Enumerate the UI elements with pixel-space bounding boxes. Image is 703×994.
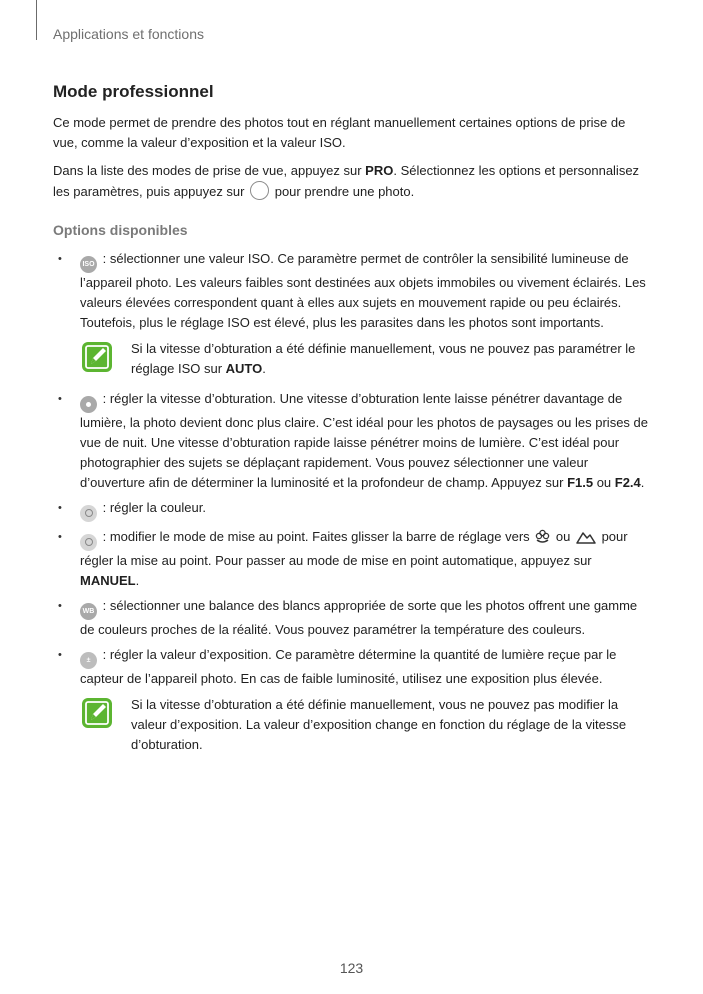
option-shutter bbox=[53, 389, 649, 493]
aperture-f24: F2.4 bbox=[614, 475, 641, 490]
options-list bbox=[53, 249, 649, 333]
option-shutter-end: . bbox=[640, 475, 645, 490]
intro-paragraph: Ce mode permet de prendre des photos tout en réglant manuellement certaines options de prise de vue, comme la valeur d’exposition et la valeur ISO. bbox=[53, 115, 626, 150]
shutter-speed-icon bbox=[80, 396, 97, 413]
white-balance-icon: WB bbox=[80, 603, 97, 620]
running-header: Applications et fonctions bbox=[53, 26, 204, 42]
option-color-text: : régler la couleur. bbox=[99, 500, 206, 515]
option-shutter-or: ou bbox=[593, 475, 615, 490]
note-pencil-icon bbox=[81, 697, 113, 729]
macro-flower-icon bbox=[535, 529, 550, 544]
option-color bbox=[53, 498, 649, 522]
steps-paragraph bbox=[53, 161, 649, 202]
option-focus-text-1: : modifier le mode de mise au point. Faites glisser la barre de réglage vers bbox=[99, 529, 534, 544]
steps-text-1: Dans la liste des modes de prise de vue, appuyez sur bbox=[53, 163, 366, 178]
option-iso-text: : sélectionner une valeur ISO. Ce paramètre permet de contrôler la sensibilité lumineuse de l’appareil photo. Les valeurs faibles sont destinées aux objets immobiles ou vivement éclairés. Les valeurs élevées correspondent quant à elles aux sujets en mouvement rapide ou peu éclairés. Toutefois, plus le réglage ISO est élevé, plus les parasites dans les photos sont importants. bbox=[80, 251, 646, 330]
manuel-label: MANUEL bbox=[80, 573, 136, 588]
option-exposure-text: : régler la valeur d’exposition. Ce paramètre détermine la quantité de lumière reçue par le capteur de l’appareil photo. En cas de faible luminosité, utilisez une exposition plus élevée. bbox=[80, 647, 617, 686]
option-exposure bbox=[53, 645, 649, 689]
shutter-button-icon bbox=[250, 181, 269, 200]
note-iso bbox=[81, 339, 649, 379]
option-iso bbox=[53, 249, 649, 333]
header-rule bbox=[36, 0, 37, 40]
option-focus bbox=[53, 527, 649, 591]
note-iso-text: Si la vitesse d’obturation a été définie manuellement, vous ne pouvez pas paramétrer le réglage ISO sur bbox=[131, 341, 636, 376]
option-wb-text: : sélectionner une balance des blancs appropriée de sorte que les photos offrent une gamme de couleurs proches de la réalité. Vous pouvez paramétrer la température des couleurs. bbox=[80, 598, 638, 637]
aperture-f15: F1.5 bbox=[567, 475, 594, 490]
options-heading: Options disponibles bbox=[53, 222, 188, 238]
option-focus-text-2: pour régler la mise au point. Pour passer au mode de mise en point automatique, appuyez sur bbox=[80, 529, 628, 568]
landscape-mountain-icon bbox=[576, 529, 596, 544]
note-iso-end: . bbox=[262, 361, 266, 376]
page-number: 123 bbox=[339, 960, 364, 976]
note-exposure bbox=[81, 695, 649, 755]
option-white-balance bbox=[53, 596, 649, 640]
steps-text-3: pour prendre une photo. bbox=[271, 184, 415, 199]
options-list-2 bbox=[53, 389, 649, 689]
note-iso-auto: AUTO bbox=[225, 361, 263, 376]
iso-icon: ISO bbox=[80, 256, 97, 273]
note-exposure-text: Si la vitesse d’obturation a été définie manuellement, vous ne pouvez pas modifier la valeur d’exposition. La valeur d’exposition change en fonction du réglage de la vitesse d’obturation. bbox=[131, 697, 627, 752]
main-content bbox=[53, 80, 649, 765]
focus-icon bbox=[80, 534, 97, 551]
option-focus-end: . bbox=[135, 573, 140, 588]
section-title: Mode professionnel bbox=[53, 82, 214, 101]
option-shutter-text: : régler la vitesse d’obturation. Une vitesse d’obturation lente laisse pénétrer davantage de lumière, la photo devient donc plus claire. C’est idéal pour les photos de paysages ou les prises de vue de nuit. Une vitesse d’obturation rapide laisse pénétrer moins de lumière. C’est idéal pour photographier des sujets se déplaçant rapidement. Vous pouvez sélectionner une valeur d’ouverture afin de déterminer la luminosité et la profondeur de champ. Appuyez sur bbox=[80, 391, 649, 490]
exposure-icon: ± bbox=[80, 652, 97, 669]
steps-text-2: . Sélectionnez les options et personnalisez les paramètres, puis appuyez sur bbox=[53, 163, 640, 199]
color-icon bbox=[80, 505, 97, 522]
note-pencil-icon bbox=[81, 341, 113, 373]
option-focus-or: ou bbox=[552, 529, 574, 544]
pro-label: PRO bbox=[365, 163, 394, 178]
